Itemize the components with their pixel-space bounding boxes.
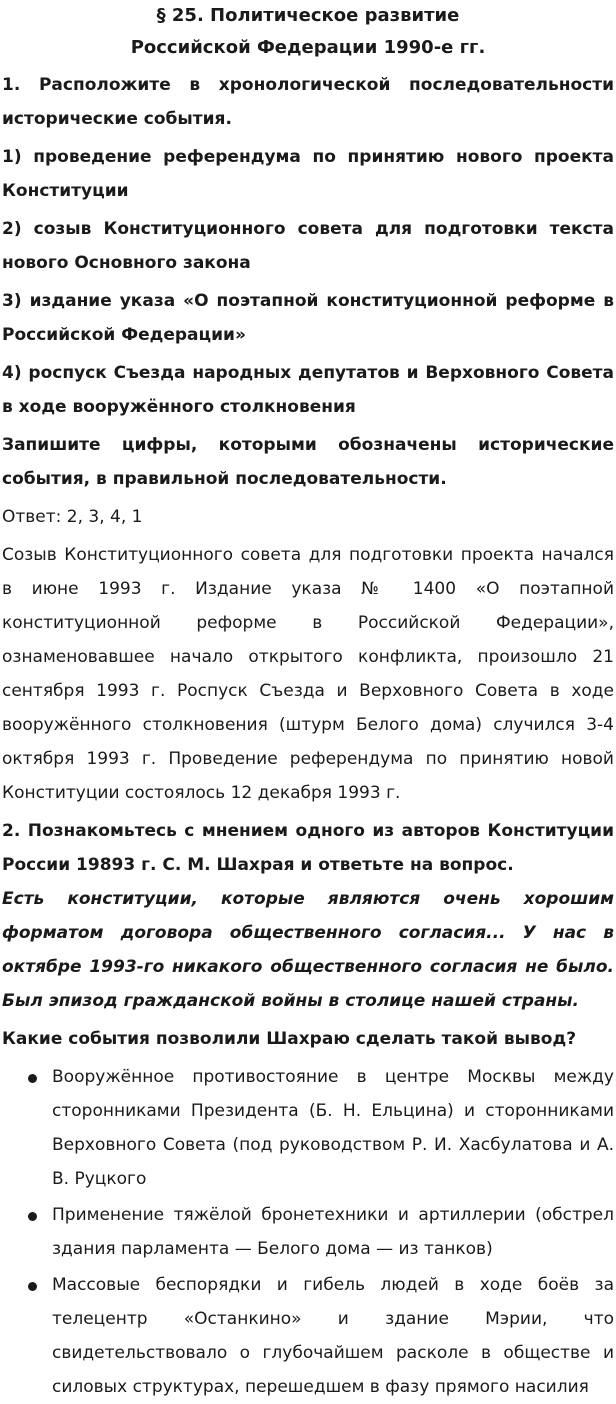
bullet-dot-icon [28, 1212, 37, 1221]
task-1-item-1: 1) проведение референдума по принятию нового проекта Конституции [2, 147, 614, 201]
task-1-prompt: 1. Расположите в хронологической последовательности исторические события. [2, 75, 614, 129]
task-2-quote: Есть конституции, которые являются очень хорошим форматом договора общественного согласия... У нас в октябре 1993-го никакого общественного согласия не было. Был эпизод гражданской войны в столице нашей страны. [2, 889, 614, 1011]
task-2-question: Какие события позволили Шахраю сделать такой вывод? [2, 1029, 577, 1049]
section-title-line-2: Российской Федерации 1990-е гг. [130, 37, 486, 58]
answer-bullet-text: Вооружённое противостояние в центре Москвы между сторонниками Президента (Б. Н. Ельцина) и сторонниками Верховного Совета (под руководством Р. И. Хасбулатова и А. В. Руцкого [52, 1067, 614, 1189]
bullet-dot-icon [28, 1074, 37, 1083]
section-title [2, 0, 614, 64]
answer-bullet-text: Массовые беспорядки и гибель людей в ходе боёв за телецентр «Останкино» и здание Мэрии, что свидетельствовало о глубочайшем расколе в обществе и силовых структурах, перешедшем в фазу прямого насилия [52, 1275, 614, 1397]
answer-bullet-text: Применение тяжёлой бронетехники и артиллерии (обстрел здания парламента — Белого дома — из танков) [52, 1205, 614, 1259]
answer-bullet-list [2, 1060, 614, 1404]
answer-bullet-item [2, 1060, 614, 1196]
task-2-prompt: 2. Познакомьтесь с мнением одного из авторов Конституции России 19893 г. С. М. Шахрая и ответьте на вопрос. [2, 821, 614, 875]
task-1-answer: Ответ: 2, 3, 4, 1 [2, 507, 143, 527]
bullet-dot-icon [28, 1282, 37, 1291]
answer-bullet-item [2, 1268, 614, 1404]
task-1-explanation: Созыв Конституционного совета для подготовки проекта начался в июне 1993 г. Издание указа № 1400 «О поэтапной конституционной реформе в Российской Федерации», ознаменовавшее начало открытого конфликта, произошло 21 сентября 1993 г. Роспуск Съезда и Верховного Совета в ходе вооружённого столкновения (штурм Белого дома) случился 3-4 октября 1993 г. Проведение референдума по принятию новой Конституции состоялось 12 декабря 1993 г. [2, 545, 614, 803]
task-1-item-4: 4) роспуск Съезда народных депутатов и Верховного Совета в ходе вооружённого столкновения [2, 363, 614, 417]
task-1-instruction: Запишите цифры, которыми обозначены исторические события, в правильной последовательности. [2, 435, 614, 489]
answer-bullet-item [2, 1198, 614, 1266]
task-1-item-2: 2) созыв Конституционного совета для подготовки текста нового Основного закона [2, 219, 614, 273]
section-title-line-1: § 25. Политическое развитие [156, 5, 460, 26]
task-1-item-3: 3) издание указа «О поэтапной конституционной реформе в Российской Федерации» [2, 291, 614, 345]
